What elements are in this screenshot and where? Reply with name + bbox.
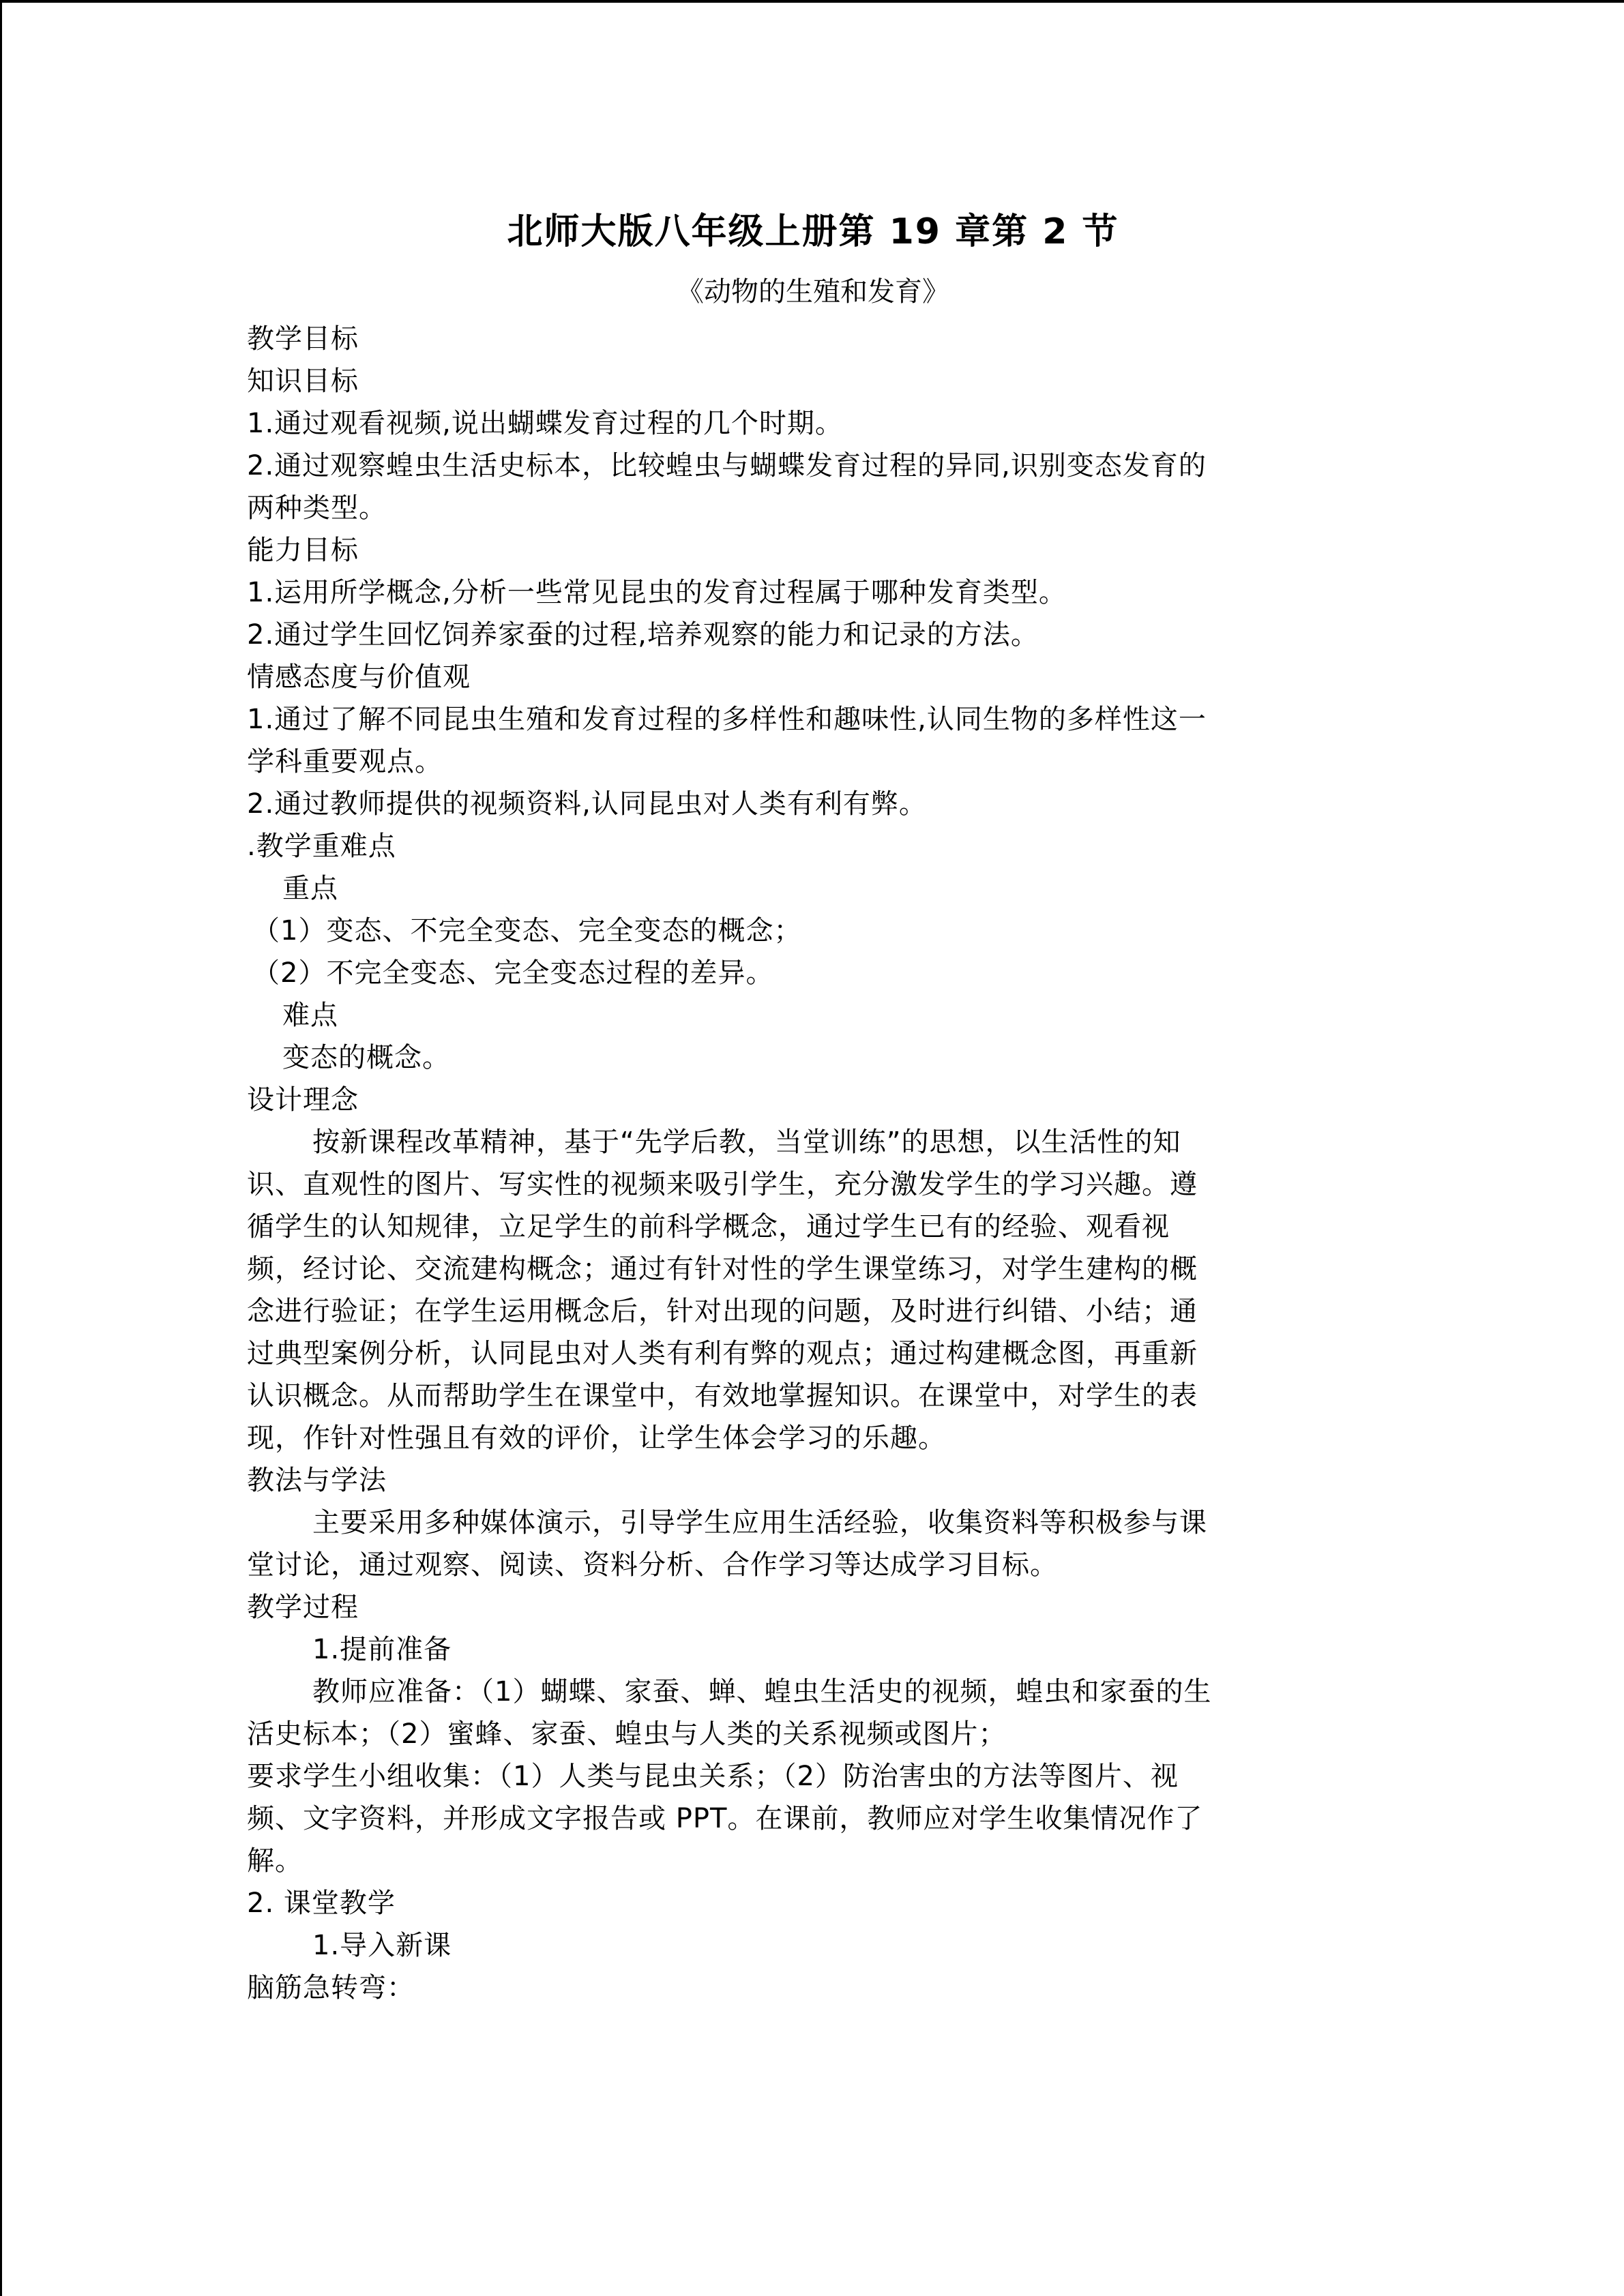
design-line: 念进行验证；在学生运用概念后，针对出现的问题，及时进行纠错、小结；通 xyxy=(247,1296,1198,1327)
ability-goal-line: 1.运用所学概念,分析一些常见昆虫的发育过程属于哪种发育类型。 xyxy=(247,577,1067,608)
knowledge-goal-line: 两种类型。 xyxy=(247,492,387,524)
focus-item: （1）变态、不完全变态、完全变态的概念； xyxy=(252,915,802,946)
preparation-line: 要求学生小组收集：（1）人类与昆虫关系；（2）防治害虫的方法等图片、视 xyxy=(247,1761,1179,1792)
section-heading-teaching-goals: 教学目标 xyxy=(247,323,359,355)
knowledge-goal-line: 2.通过观察蝗虫生活史标本，比较蝗虫与蝴蝶发育过程的异同,识别变态发育的 xyxy=(247,450,1207,481)
document-subtitle: 《动物的生殖和发育》 xyxy=(677,276,949,308)
preparation-line: 教师应准备：（1）蝴蝶、家蚕、蝉、蝗虫生活史的视频，蝗虫和家蚕的生 xyxy=(312,1676,1212,1708)
design-line: 按新课程改革精神，基于“先学后教，当堂训练”的思想，以生活性的知 xyxy=(312,1127,1181,1158)
brain-teaser-label: 脑筋急转弯： xyxy=(247,1972,415,2003)
subheading-focus: 重点 xyxy=(282,873,338,904)
design-line: 现，作针对性强且有效的评价，让学生体会学习的乐趣。 xyxy=(247,1422,946,1454)
attitude-goal-line: 1.通过了解不同昆虫生殖和发育过程的多样性和趣味性,认同生物的多样性这一 xyxy=(247,704,1207,735)
methods-line: 主要采用多种媒体演示，引导学生应用生活经验，收集资料等积极参与课 xyxy=(312,1507,1207,1538)
ability-goal-line: 2.通过学生回忆饲养家蚕的过程,培养观察的能力和记录的方法。 xyxy=(247,619,1039,651)
section-heading-design: 设计理念 xyxy=(247,1084,359,1116)
preparation-line: 活史标本；（2）蜜蜂、家蚕、蝗虫与人类的关系视频或图片； xyxy=(247,1718,1007,1750)
subheading-introduction: 1.导入新课 xyxy=(312,1930,452,1961)
attitude-goal-line: 2.通过教师提供的视频资料,认同昆虫对人类有利有弊。 xyxy=(247,788,927,820)
design-line: 过典型案例分析，认同昆虫对人类有利有弊的观点；通过构建概念图，再重新 xyxy=(247,1338,1198,1369)
design-line: 频，经讨论、交流建构概念；通过有针对性的学生课堂练习，对学生建构的概 xyxy=(247,1253,1198,1285)
preparation-line: 解。 xyxy=(247,1845,303,1877)
subheading-preparation: 1.提前准备 xyxy=(312,1634,452,1665)
difficulty-text: 变态的概念。 xyxy=(282,1042,450,1073)
subheading-classroom-teaching: 2. 课堂教学 xyxy=(247,1888,396,1919)
subheading-ability-goals: 能力目标 xyxy=(247,535,359,566)
methods-line: 堂讨论，通过观察、阅读、资料分析、合作学习等达成学习目标。 xyxy=(247,1549,1058,1581)
subheading-difficulty: 难点 xyxy=(282,1000,338,1031)
attitude-goal-line: 学科重要观点。 xyxy=(247,746,443,777)
document-title: 北师大版八年级上册第 19 章第 2 节 xyxy=(507,211,1119,252)
subheading-attitude-goals: 情感态度与价值观 xyxy=(247,661,471,693)
document-page xyxy=(247,205,1379,2009)
design-line: 认识概念。从而帮助学生在课堂中，有效地掌握知识。在课堂中，对学生的表 xyxy=(247,1380,1198,1412)
section-heading-process: 教学过程 xyxy=(247,1592,359,1623)
page-left-border xyxy=(0,0,2,2296)
page-top-border xyxy=(0,0,1624,3)
knowledge-goal-line: 1.通过观看视频,说出蝴蝶发育过程的几个时期。 xyxy=(247,408,843,439)
design-line: 识、直观性的图片、写实性的视频来吸引学生，充分激发学生的学习兴趣。遵 xyxy=(247,1169,1198,1200)
preparation-line: 频、文字资料，并形成文字报告或 PPT。在课前，教师应对学生收集情况作了 xyxy=(247,1803,1203,1834)
design-line: 循学生的认知规律，立足学生的前科学概念，通过学生已有的经验、观看视 xyxy=(247,1211,1170,1242)
focus-item: （2）不完全变态、完全变态过程的差异。 xyxy=(252,957,774,989)
section-heading-key-points: .教学重难点 xyxy=(247,831,396,862)
section-heading-methods: 教法与学法 xyxy=(247,1465,387,1496)
subheading-knowledge-goals: 知识目标 xyxy=(247,366,359,397)
